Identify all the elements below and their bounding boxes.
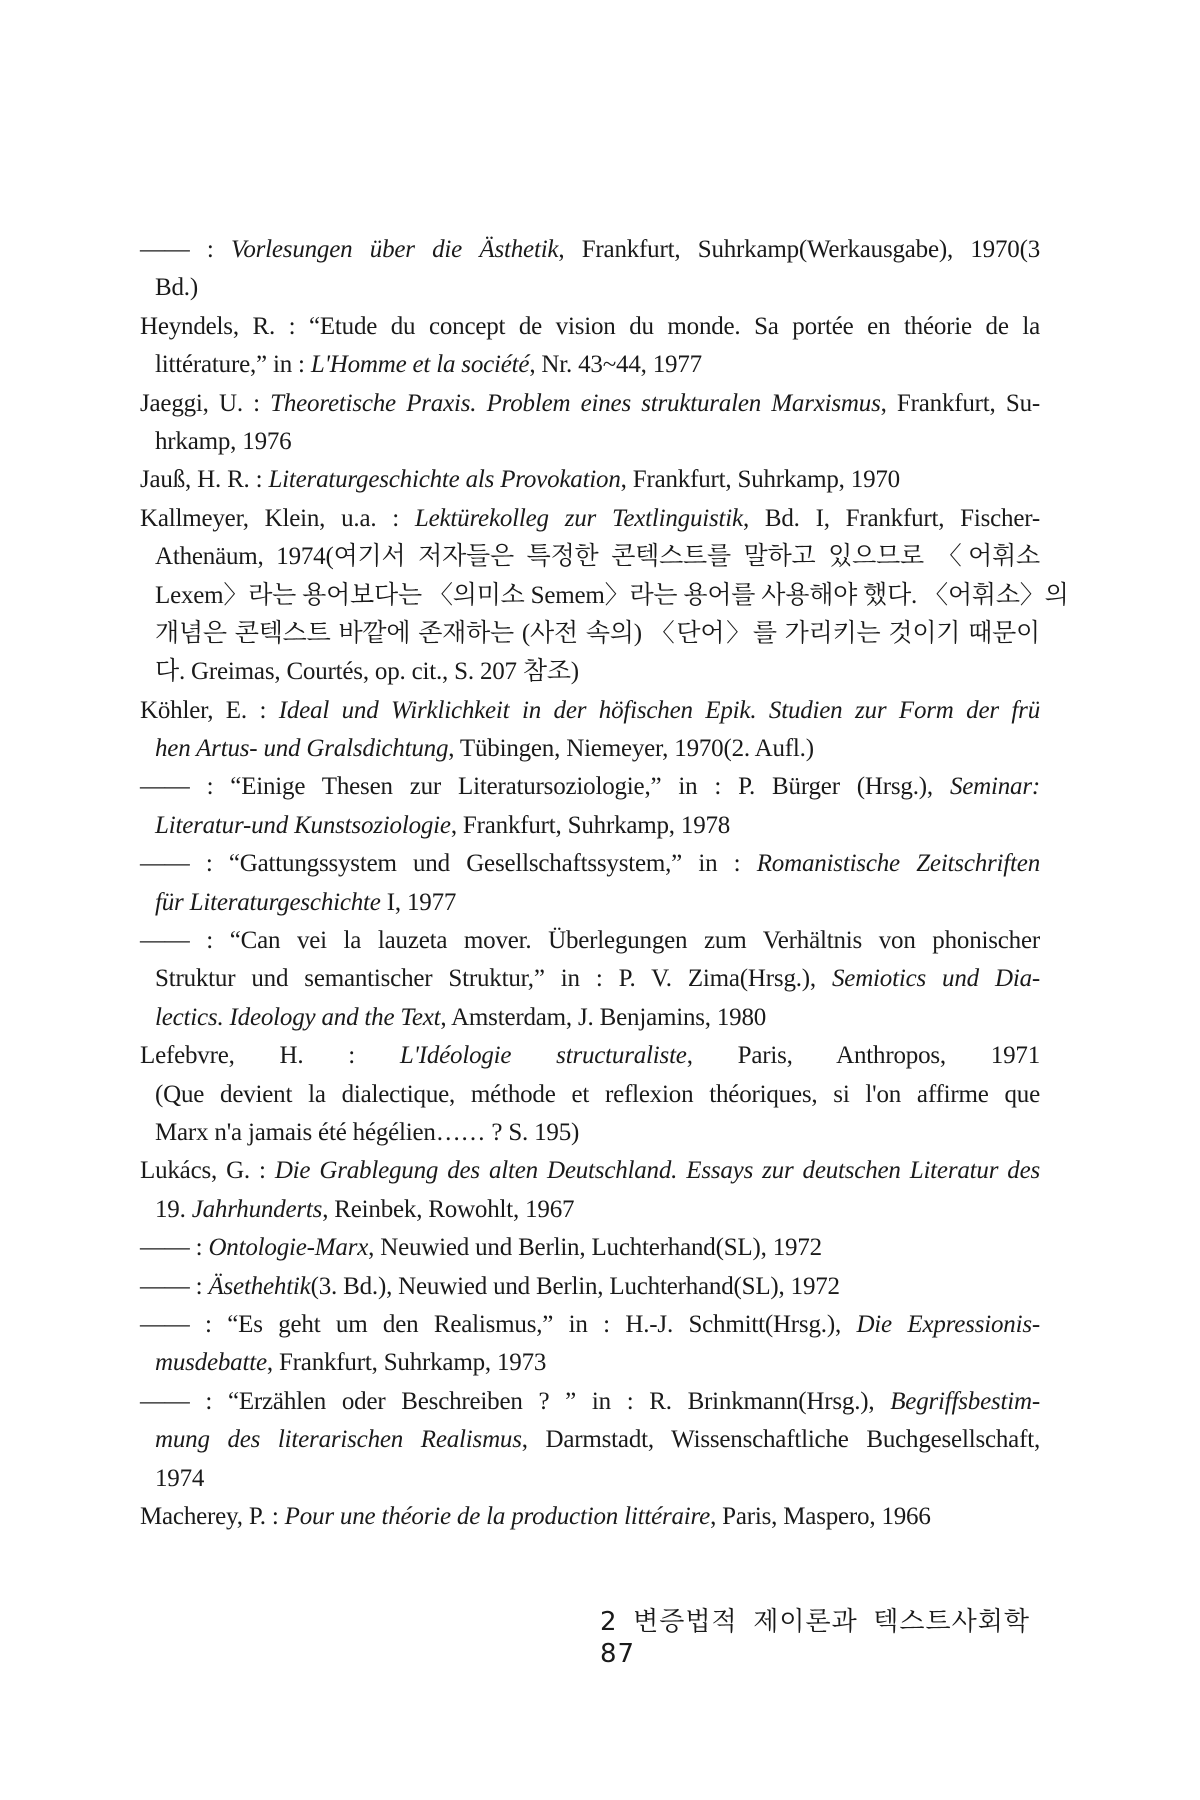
title-text: L'Homme et la société — [310, 351, 530, 379]
entry-line — [140, 538, 1040, 576]
bibliography-list — [140, 231, 1069, 1536]
bibliography-entry — [140, 922, 1040, 1037]
bibliography-entry — [140, 308, 1040, 385]
citation-text: 다. Greimas, Courtés, op. cit., S. 207 참조) — [155, 658, 579, 686]
citation-text: Bd.) — [155, 274, 198, 302]
bibliography-entry — [140, 768, 1040, 845]
bibliography-entry — [140, 461, 1040, 499]
title-text: Seminar: — [949, 773, 1040, 801]
citation-text: , Reinbek, Rowohlt, 1967 — [322, 1195, 575, 1223]
title-text: Begriffsbestim- — [890, 1387, 1040, 1415]
entry-line — [140, 807, 1040, 845]
entry-line — [140, 615, 1040, 653]
bibliography-entry — [140, 692, 1040, 769]
title-text: Ontologie-Marx — [208, 1234, 369, 1262]
entry-line — [140, 1383, 1040, 1421]
title-text: Lektürekolleg zur Textlinguistik — [414, 504, 743, 532]
entry-line — [140, 500, 1040, 538]
title-text: Theoretische Praxis. Problem eines strukturalen Marxismus — [270, 389, 881, 417]
citation-text: Lukács, G. : — [140, 1157, 275, 1185]
citation-text: 19. — [155, 1195, 192, 1223]
entry-line — [140, 692, 1040, 730]
title-text: Romanistische Zeitschriften — [756, 850, 1040, 878]
bibliography-entry — [140, 845, 1040, 922]
entry-line — [140, 960, 1040, 998]
entry-line — [140, 1344, 1040, 1382]
citation-text: , Frankfurt, Su- — [880, 389, 1040, 417]
entry-line — [140, 1268, 1040, 1306]
bibliography-entry — [140, 1383, 1040, 1498]
entry-line — [140, 1076, 1040, 1114]
bibliography-entry — [140, 385, 1040, 462]
title-text: musdebatte — [155, 1349, 267, 1377]
citation-text: Heyndels, R. : “Etude du concept de vision du monde. Sa portée en théorie de la — [140, 312, 1040, 340]
citation-text: I, 1977 — [380, 888, 457, 916]
citation-text: , Frankfurt, Suhrkamp(Werkausgabe), 1970(3 — [558, 236, 1041, 263]
citation-text: , Tübingen, Niemeyer, 1970(2. Aufl.) — [448, 735, 814, 763]
bibliography-entry — [140, 500, 1069, 692]
bibliography-entry — [140, 1229, 1040, 1267]
title-text: Äsethehtik — [208, 1272, 311, 1300]
entry-line — [140, 1306, 1040, 1344]
entry-line — [140, 922, 1040, 960]
entry-line — [140, 653, 1040, 691]
entry-line — [140, 845, 1040, 883]
title-text: lectics. Ideology and the Text — [155, 1003, 441, 1031]
citation-text: , Paris, Maspero, 1966 — [710, 1502, 931, 1530]
entry-line — [140, 999, 1040, 1037]
bibliography-entry — [140, 1152, 1040, 1229]
title-text: für Literaturgeschichte — [155, 888, 381, 916]
citation-text: Struktur und semantischer Struktur,” in : P. V. Zima(Hrsg.), — [155, 965, 832, 993]
entry-line — [140, 231, 1040, 269]
citation-text: Athenäum, 1974(여기서 저자들은 특정한 콘텍스트를 말하고 있으므로 〈어휘소 — [155, 543, 1040, 571]
bibliography-entry — [140, 1498, 1040, 1536]
citation-text: hrkamp, 1976 — [155, 427, 292, 455]
title-text: Literaturgeschichte als Provokation — [268, 466, 621, 494]
citation-text: —— : “Einige Thesen zur Literatursoziologie,” in : P. Bürger (Hrsg.), — [140, 773, 950, 801]
citation-text: (3. Bd.), Neuwied und Berlin, Luchterhand(SL), 1972 — [310, 1272, 840, 1300]
entry-line — [140, 1498, 1040, 1536]
citation-text: —— : “Es geht um den Realismus,” in : H.-J. Schmitt(Hrsg.), — [140, 1310, 857, 1338]
entry-line — [140, 346, 1040, 384]
citation-text: —— : “Erzählen oder Beschreiben ? ” in : R. Brinkmann(Hrsg.), — [140, 1387, 891, 1415]
citation-text: , Paris, Anthropos, 1971 — [686, 1042, 1040, 1070]
entry-line — [140, 461, 1040, 499]
entry-line — [140, 1152, 1040, 1190]
entry-line — [140, 884, 1040, 922]
entry-line — [140, 1229, 1040, 1267]
page-footer-running-head: 2 변증법적 제이론과 텍스트사회학 87 — [600, 1607, 1030, 1669]
entry-line — [140, 1037, 1040, 1075]
entry-line — [140, 308, 1040, 346]
citation-text: , Darmstadt, Wissenschaftliche Buchgesellschaft, — [521, 1426, 1040, 1454]
title-text: Vorlesungen über die Ästhetik — [231, 236, 559, 263]
citation-text: —— : “Can vei la lauzeta mover. Überlegungen zum Verhältnis von phonischer — [140, 927, 1040, 955]
citation-text: (Que devient la dialectique, méthode et reflexion théoriques, si l'on affirme que — [155, 1080, 1040, 1108]
title-text: L'Idéologie structuraliste — [399, 1042, 687, 1070]
title-text: Literatur-und Kunstsoziologie — [155, 811, 451, 839]
citation-text: , Frankfurt, Suhrkamp, 1973 — [266, 1349, 547, 1377]
citation-text: Köhler, E. : — [140, 696, 279, 724]
citation-text: —— : “Gattungssystem und Gesellschaftssystem,” in : — [140, 850, 757, 878]
citation-text: , Amsterdam, J. Benjamins, 1980 — [440, 1003, 767, 1031]
entry-line — [140, 1421, 1040, 1459]
citation-text: —— : — [140, 236, 232, 263]
citation-text: —— : — [140, 1272, 209, 1300]
entry-line — [140, 385, 1040, 423]
citation-text: Marx n'a jamais été hégélien…… ? S. 195) — [155, 1118, 580, 1146]
entry-line — [140, 768, 1040, 806]
entry-line — [140, 730, 1040, 768]
title-text: Die Grablegung des alten Deutschland. Essays zur deutschen Literatur des — [274, 1157, 1040, 1185]
entry-line — [140, 1114, 1040, 1152]
title-text: hen Artus- und Gralsdichtung — [155, 735, 449, 763]
title-text: Jahrhunderts — [191, 1195, 323, 1223]
bibliography-entry — [140, 231, 1040, 308]
citation-text: , Frankfurt, Suhrkamp, 1970 — [620, 466, 900, 494]
bibliography-entry — [140, 1037, 1040, 1152]
bibliography-entry — [140, 1268, 1040, 1306]
citation-text: littérature,” in : — [155, 351, 311, 379]
citation-text: Macherey, P. : — [140, 1502, 285, 1530]
title-text: Ideal und Wirklichkeit in der höfischen Epik. Studien zur Form der frü — [278, 696, 1040, 724]
citation-text: , Bd. I, Frankfurt, Fischer- — [742, 504, 1041, 532]
citation-text: , Nr. 43~44, 1977 — [529, 351, 702, 379]
citation-text: Kallmeyer, Klein, u.a. : — [140, 504, 415, 532]
entry-line — [140, 577, 1069, 615]
citation-text: 1974 — [155, 1464, 205, 1492]
citation-text: —— : — [140, 1234, 209, 1262]
bibliography-entry — [140, 1306, 1040, 1383]
title-text: Semiotics und Dia- — [832, 965, 1040, 993]
title-text: mung des literarischen Realismus — [155, 1426, 522, 1454]
entry-line — [140, 1460, 1040, 1498]
citation-text: , Frankfurt, Suhrkamp, 1978 — [450, 811, 731, 839]
entry-line — [140, 423, 1040, 461]
citation-text: Lexem〉라는 용어보다는 〈의미소 Semem〉라는 용어를 사용해야 했다. 〈어휘소〉의 — [155, 581, 1069, 609]
entry-line — [140, 1191, 1040, 1229]
citation-text: Jaeggi, U. : — [140, 389, 271, 417]
citation-text: , Neuwied und Berlin, Luchterhand(SL), 1972 — [368, 1234, 822, 1262]
citation-text: Lefebvre, H. : — [140, 1042, 400, 1070]
entry-line — [140, 269, 1040, 307]
title-text: Pour une théorie de la production littéraire — [284, 1502, 711, 1530]
citation-text: 개념은 콘텍스트 바깥에 존재하는 (사전 속의) 〈단어〉를 가리키는 것이기 때문이 — [155, 619, 1040, 647]
citation-text: Jauß, H. R. : — [140, 466, 269, 494]
title-text: Die Expressionis- — [856, 1310, 1040, 1338]
